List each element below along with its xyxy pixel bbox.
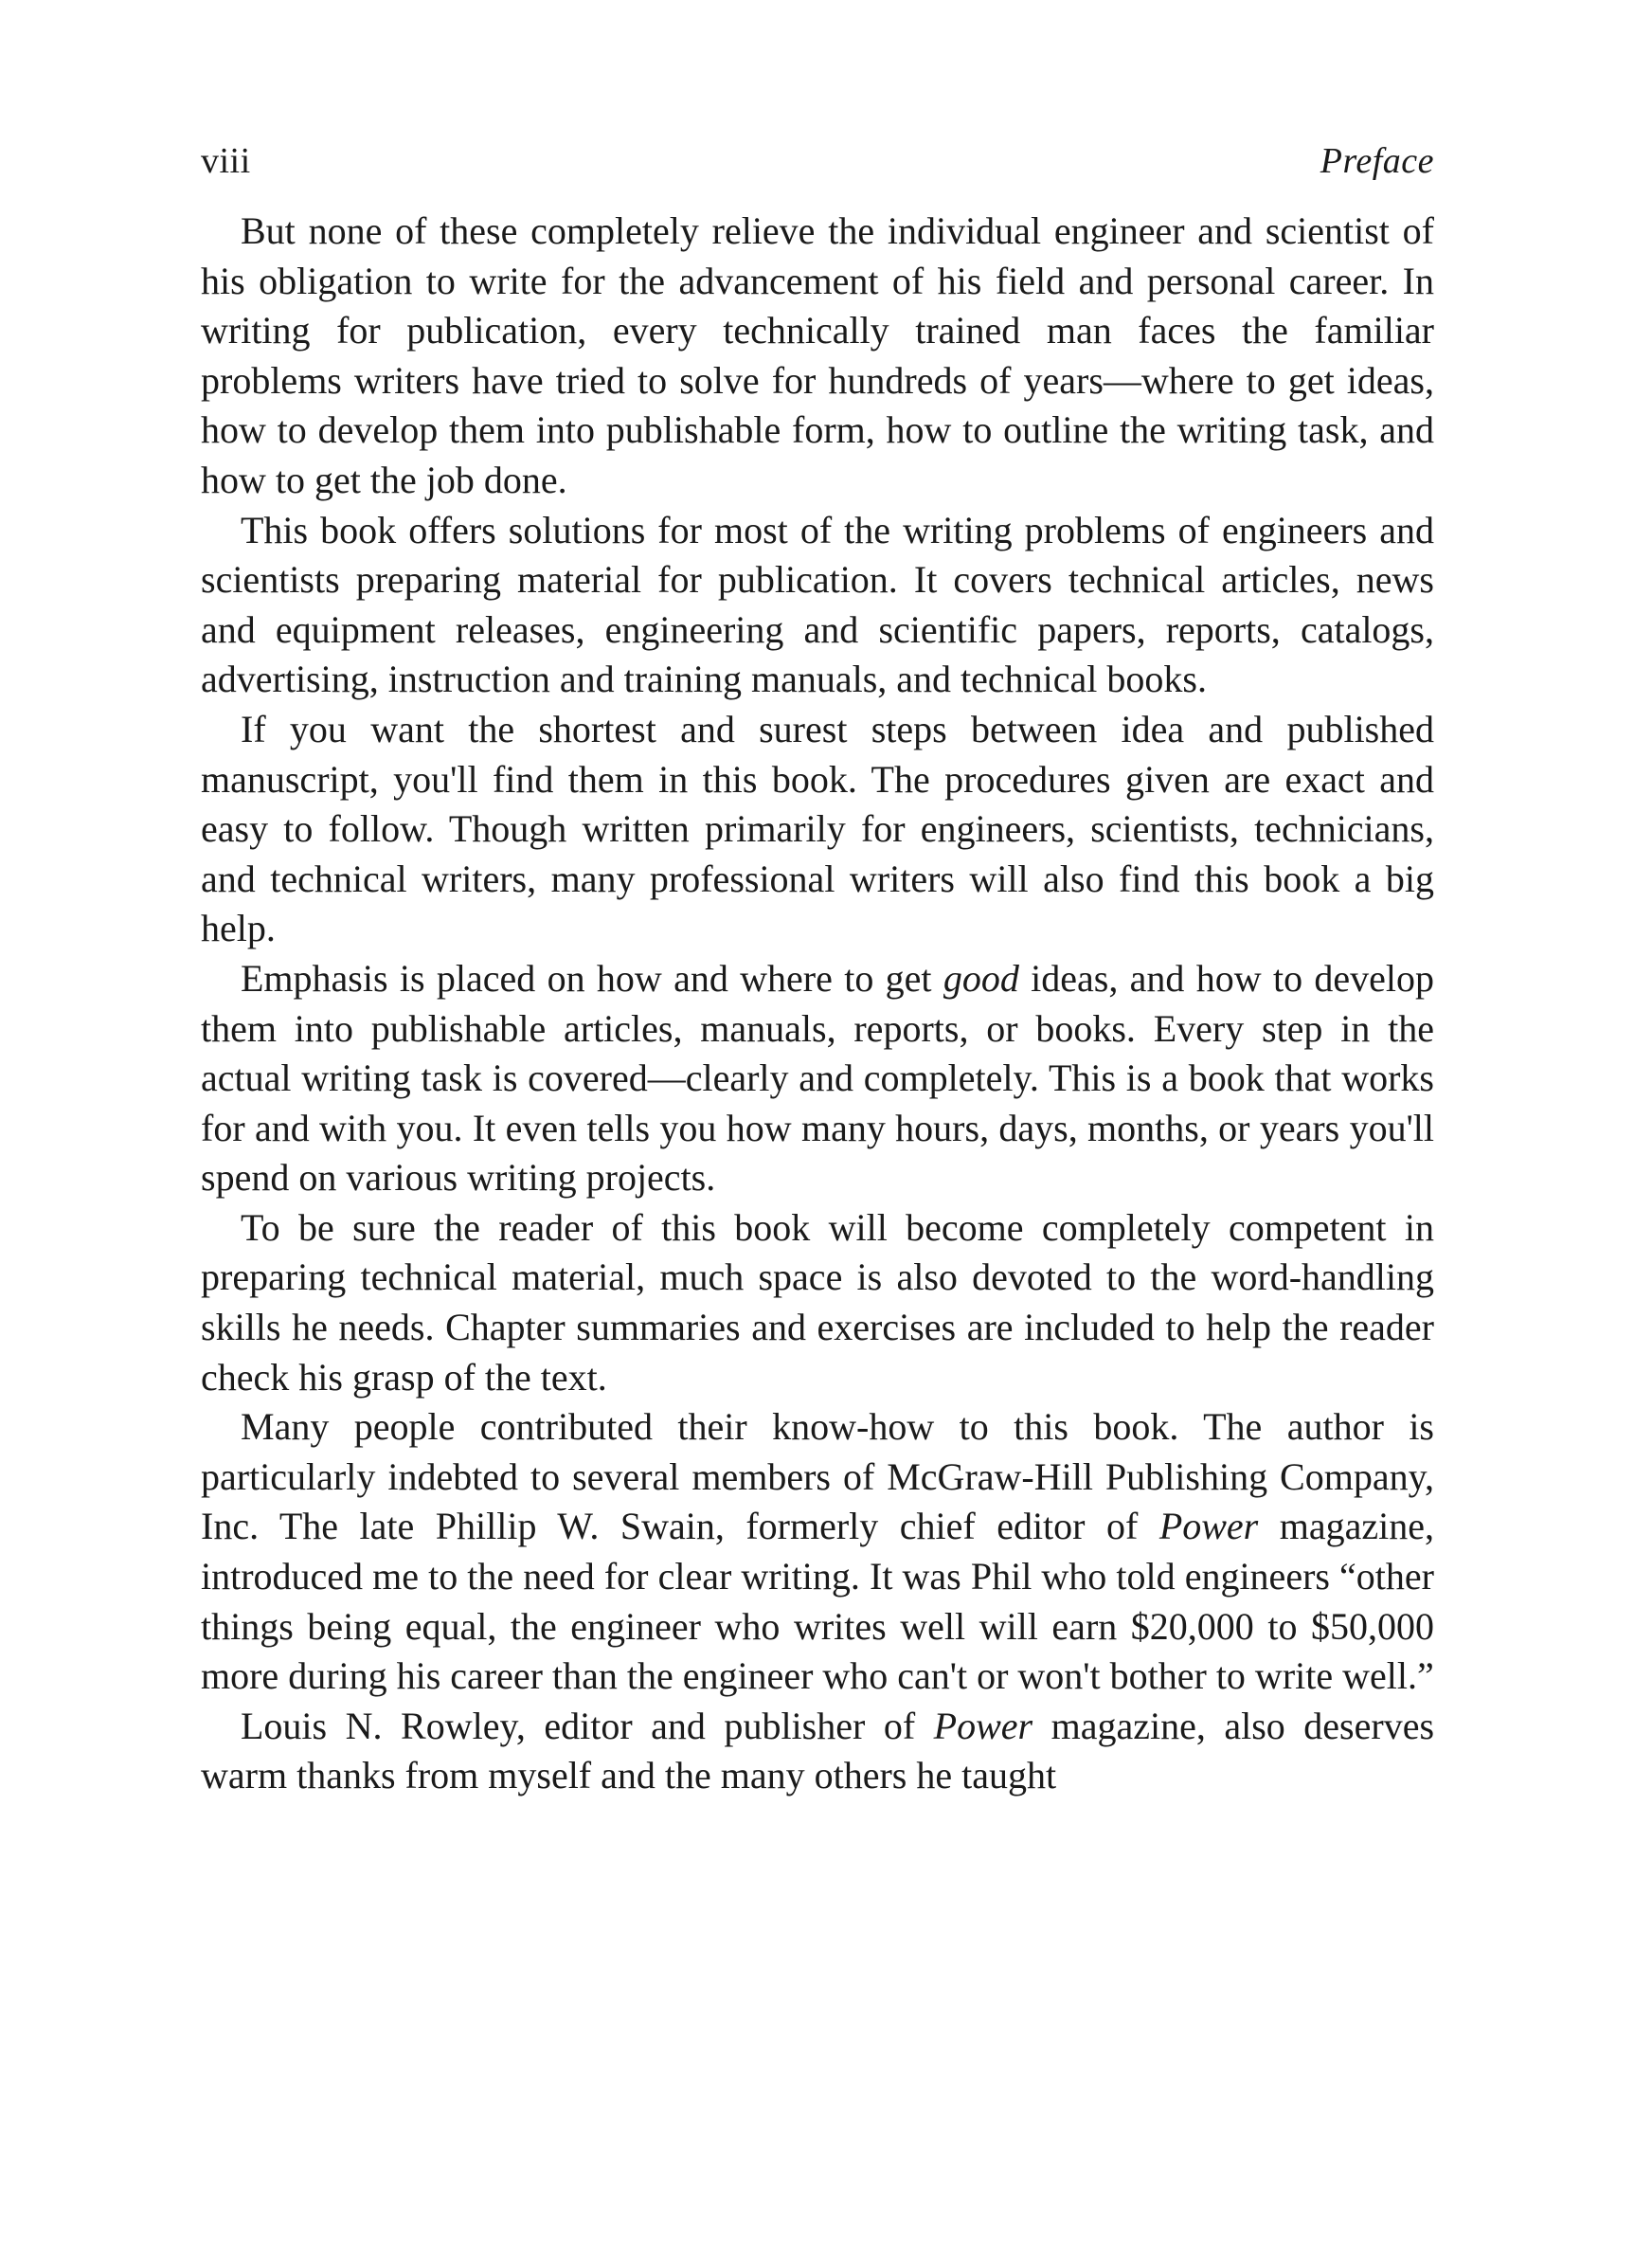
page-number: viii [201,141,251,181]
body-text [201,207,1434,1801]
section-title: Preface [1320,141,1434,181]
running-head [201,140,1434,207]
paragraph-7 [201,1702,1434,1801]
text-span: To be sure the reader of this book will become completely competent in preparing technical material, much space is also devoted to the word-handling skills he needs. Chapter summaries and exercises are included to help the reader check his grasp of the text. [201,1205,1434,1399]
text-span: Emphasis is placed on how and where to get [241,956,943,1000]
magazine-title: Power [933,1704,1033,1747]
text-span: Louis N. Rowley, editor and publisher of [241,1704,934,1747]
text-span: If you want the shortest and surest steps between idea and published manuscript, you'll find them in this book. The procedures given are exact and easy to follow. Though written primarily for engineers, scientists, technicians, and technical writers, many professional writers will also find this book a big help. [201,707,1434,950]
text-span: magazine, also deserves warm thanks from myself and the many others he taught [201,1704,1435,1797]
text-span: But none of these completely relieve the individual engineer and scientist of his obligation to write for the advancement of his field and personal career. In writing for publication, every technically trained man faces the familiar problems writers have tried to solve for hundreds of years—where to get ideas, how to develop them into publishable form, how to outline the writing task, and how to get the job done. [201,209,1434,501]
text-span: Many people contributed their know-how to this book. The author is particularly indebted to several members of McGraw-Hill Publishing Company, Inc. The late Phillip W. Swain, formerly chief editor of [201,1405,1434,1548]
paragraph-1 [201,207,1434,506]
text-span: ideas, and how to develop them into publishable articles, manuals, reports, or books. Every step in the actual writing task is covered—clearly and completely. This is a book that works for and with you. It even tells you how many hours, days, months, or years you'll spend on various writing projects. [201,956,1435,1200]
paragraph-2 [201,506,1434,705]
magazine-title: Power [1158,1505,1259,1548]
paragraph-6 [201,1402,1434,1702]
paragraph-3 [201,705,1434,954]
text-span: magazine, introduced me to the need for clear writing. It was Phil who told engineers “other things being equal, the engineer who writes well will earn $20,000 to $50,000 more during his career than the engineer who can't or won't bother to write well.” [201,1505,1434,1698]
paragraph-4 [201,954,1434,1203]
text-span: This book offers solutions for most of the writing problems of engineers and scientists preparing material for publication. It covers technical articles, news and equipment releases, engineering and scientific papers, reports, catalogs, advertising, instruction and training manuals, and technical books. [201,508,1434,701]
book-page [201,140,1434,1801]
italic-emphasis: good [943,956,1019,1000]
paragraph-5 [201,1203,1434,1402]
